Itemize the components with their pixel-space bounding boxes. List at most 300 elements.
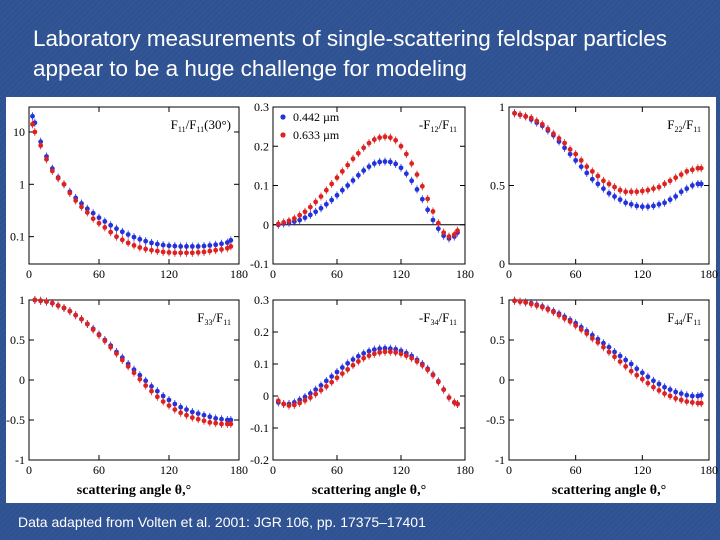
legend-marker (280, 132, 285, 137)
data-point (345, 367, 350, 372)
series-red (30, 120, 233, 257)
data-point (372, 137, 377, 142)
data-point (178, 244, 183, 249)
data-point (634, 204, 639, 209)
data-point (584, 164, 589, 169)
data-point (167, 250, 172, 255)
x-tick-label: 120 (392, 463, 410, 477)
data-point (202, 418, 207, 423)
data-point (634, 366, 639, 371)
x-tick-label: 60 (331, 267, 343, 281)
panel-title: $-F_{34}/F_{11}$ (418, 310, 457, 327)
data-point (120, 237, 125, 242)
x-tick-label: 180 (700, 463, 718, 477)
chart-top-left (10, 107, 248, 281)
data-point (523, 300, 528, 305)
data-point (420, 363, 425, 368)
series-blue (276, 158, 460, 243)
panel-title: $F_{44}/F_{11}$ (667, 310, 701, 327)
data-point (108, 223, 113, 228)
data-point (684, 399, 689, 404)
data-point (441, 387, 446, 392)
x-tick-label: 0 (506, 267, 512, 281)
data-point (651, 385, 656, 390)
figure-panel (6, 97, 716, 503)
data-point (351, 357, 356, 362)
data-point (308, 205, 313, 210)
data-point (431, 209, 436, 214)
x-tick-label: 0 (270, 463, 276, 477)
data-point (529, 116, 534, 121)
data-point (155, 249, 160, 254)
data-point (634, 373, 639, 378)
data-point (276, 398, 281, 403)
data-point (32, 298, 37, 303)
data-point (56, 176, 61, 181)
data-point (590, 177, 595, 182)
data-point (388, 349, 393, 354)
data-point (601, 345, 606, 350)
y-tick-label: 0.3 (254, 100, 269, 114)
panel-title: $F_{33}/F_{11}$ (197, 310, 231, 327)
data-point (155, 394, 160, 399)
data-point (324, 188, 329, 193)
data-point (679, 172, 684, 177)
data-point (303, 209, 308, 214)
data-point (324, 384, 329, 389)
data-point (399, 351, 404, 356)
x-axis-label: scattering angle θ,° (311, 483, 427, 498)
data-point (213, 421, 218, 426)
data-point (207, 249, 212, 254)
data-point (184, 250, 189, 255)
x-tick-label: 120 (160, 463, 178, 477)
y-tick-label: -0.2 (250, 453, 269, 467)
panel-title: $-F_{12}/F_{11}$ (418, 117, 457, 134)
legend-label: 0.633 µm (293, 128, 340, 142)
data-point (340, 169, 345, 174)
data-point (196, 244, 201, 249)
data-point (699, 393, 704, 398)
data-point (409, 356, 414, 361)
data-point (573, 152, 578, 157)
data-point (436, 380, 441, 385)
data-point (377, 350, 382, 355)
data-point (56, 303, 61, 308)
data-point (79, 317, 84, 322)
y-tick-label: 0.1 (254, 357, 269, 371)
data-point (568, 147, 573, 152)
data-point (340, 188, 345, 193)
data-point (431, 218, 436, 223)
data-point (618, 188, 623, 193)
data-point (640, 370, 645, 375)
data-point (308, 213, 313, 218)
data-point (287, 403, 292, 408)
data-point (618, 359, 623, 364)
legend-label: 0.442 µm (293, 110, 340, 124)
data-point (44, 299, 49, 304)
credit-text: Data adapted from Volten et al. 2001: JGR 106, pp. 17375–17401 (18, 514, 426, 530)
data-point (534, 119, 539, 124)
data-point (668, 387, 673, 392)
data-point (356, 359, 361, 364)
figure-svg (6, 97, 716, 503)
data-point (579, 158, 584, 163)
data-point (523, 114, 528, 119)
data-point (292, 216, 297, 221)
data-point (595, 174, 600, 179)
y-tick-label: 0.2 (254, 325, 269, 339)
data-point (38, 298, 43, 303)
data-point (30, 114, 35, 119)
data-point (512, 111, 517, 116)
data-point (634, 189, 639, 194)
data-point (292, 403, 297, 408)
data-point (30, 122, 35, 127)
data-point (132, 370, 137, 375)
data-point (388, 160, 393, 165)
data-point (361, 168, 366, 173)
x-tick-label: 60 (569, 463, 582, 477)
data-point (184, 413, 189, 418)
data-point (335, 375, 340, 380)
data-point (393, 350, 398, 355)
data-point (287, 218, 292, 223)
data-point (425, 196, 430, 201)
y-tick-label: -0.1 (250, 421, 269, 435)
data-point (601, 186, 606, 191)
data-point (202, 250, 207, 255)
data-point (690, 167, 695, 172)
data-point (640, 204, 645, 209)
data-point (690, 394, 695, 399)
data-point (126, 232, 131, 237)
y-tick-label: 0.5 (490, 333, 505, 347)
data-point (340, 365, 345, 370)
data-point (372, 161, 377, 166)
data-point (662, 391, 667, 396)
data-point (38, 143, 43, 148)
data-point (91, 327, 96, 332)
data-point (393, 138, 398, 143)
data-point (161, 399, 166, 404)
data-point (584, 171, 589, 176)
data-point (425, 367, 430, 372)
data-point (143, 383, 148, 388)
y-tick-label: 1 (19, 177, 25, 192)
y-tick-label: 0 (499, 373, 505, 387)
data-point (393, 162, 398, 167)
y-tick-label: 10 (13, 124, 25, 139)
data-point (404, 353, 409, 358)
data-point (73, 313, 78, 318)
data-point (383, 159, 388, 164)
data-point (425, 207, 430, 212)
y-tick-label: 0.2 (254, 139, 269, 154)
data-point (545, 307, 550, 312)
data-point (114, 226, 119, 231)
y-tick-label: 0.5 (490, 178, 505, 193)
data-point (399, 165, 404, 170)
y-tick-label: -0.5 (486, 413, 505, 427)
data-point (97, 221, 102, 226)
data-point (673, 390, 678, 395)
data-point (629, 202, 634, 207)
y-tick-label: -0.1 (250, 257, 269, 271)
series-blue (512, 297, 703, 400)
data-point (108, 345, 113, 350)
data-point (108, 230, 113, 235)
data-point (297, 213, 302, 218)
data-point (281, 402, 286, 407)
chart-bottom-right (486, 293, 718, 498)
x-tick-label: 120 (392, 267, 410, 281)
data-point (137, 377, 142, 382)
x-tick-label: 180 (230, 463, 248, 477)
data-point (281, 220, 286, 225)
y-tick-label: 0 (19, 373, 25, 387)
data-point (202, 244, 207, 249)
data-point (399, 144, 404, 149)
data-point (662, 200, 667, 205)
data-point (699, 166, 704, 171)
data-point (584, 331, 589, 336)
data-point (562, 316, 567, 321)
data-point (167, 243, 172, 248)
data-point (335, 370, 340, 375)
y-tick-label: 1 (19, 293, 25, 307)
x-axis-label: scattering angle θ,° (551, 483, 667, 498)
data-point (345, 163, 350, 168)
chart-bottom-left (6, 293, 248, 498)
data-point (629, 362, 634, 367)
data-point (190, 244, 195, 249)
data-point (404, 171, 409, 176)
x-tick-label: 180 (456, 267, 474, 281)
y-tick-label: 0.1 (10, 229, 25, 244)
data-point (673, 396, 678, 401)
data-point (50, 301, 55, 306)
data-point (137, 245, 142, 250)
data-point (67, 309, 72, 314)
y-tick-label: 0.1 (254, 178, 269, 193)
data-point (190, 415, 195, 420)
data-point (420, 184, 425, 189)
data-point (540, 122, 545, 127)
data-point (91, 216, 96, 221)
x-tick-label: 60 (569, 267, 582, 281)
data-point (657, 202, 662, 207)
data-point (651, 204, 656, 209)
data-point (455, 402, 460, 407)
data-point (313, 392, 318, 397)
data-point (518, 299, 523, 304)
data-point (607, 182, 612, 187)
data-point (190, 250, 195, 255)
data-point (409, 178, 414, 183)
data-point (455, 228, 460, 233)
slide-title: Laboratory measurements of single-scattering feldspar particles appear to be a huge challenge for modeling (33, 26, 668, 81)
y-tick-label: 0.5 (10, 333, 25, 347)
data-point (102, 338, 107, 343)
x-tick-label: 180 (230, 267, 248, 281)
data-point (228, 238, 233, 243)
data-point (657, 185, 662, 190)
x-tick-label: 0 (26, 463, 32, 477)
data-point (161, 250, 166, 255)
data-point (149, 240, 154, 245)
data-point (303, 215, 308, 220)
y-tick-label: -1 (15, 453, 25, 467)
data-point (178, 250, 183, 255)
series-red (512, 109, 703, 196)
data-point (367, 164, 372, 169)
data-point (684, 169, 689, 174)
data-point (79, 205, 84, 210)
y-tick-label: 0.3 (254, 293, 269, 307)
data-point (132, 235, 137, 240)
data-point (679, 189, 684, 194)
y-tick-label: 0 (263, 389, 269, 403)
x-tick-label: 120 (633, 267, 652, 281)
series-red (276, 348, 460, 410)
data-point (228, 244, 233, 249)
data-point (557, 136, 562, 141)
data-point (673, 175, 678, 180)
data-point (590, 336, 595, 341)
data-point (690, 400, 695, 405)
data-point (44, 157, 49, 162)
data-point (662, 385, 667, 390)
chart-bottom-middle (250, 293, 474, 498)
data-point (297, 401, 302, 406)
data-point (551, 310, 556, 315)
data-point (645, 188, 650, 193)
data-point (623, 364, 628, 369)
data-point (219, 422, 224, 427)
data-point (367, 353, 372, 358)
x-tick-label: 0 (506, 463, 512, 477)
data-point (436, 221, 441, 226)
data-point (178, 410, 183, 415)
data-point (62, 182, 67, 187)
data-point (645, 374, 650, 379)
data-point (420, 197, 425, 202)
data-point (383, 134, 388, 139)
data-point (404, 152, 409, 157)
data-point (207, 420, 212, 425)
x-tick-label: 60 (331, 463, 343, 477)
data-point (579, 327, 584, 332)
data-point (276, 222, 281, 227)
data-point (73, 198, 78, 203)
x-tick-label: 60 (93, 267, 105, 281)
data-point (629, 369, 634, 374)
data-point (415, 187, 420, 192)
data-point (172, 250, 177, 255)
y-tick-label: -1 (495, 453, 505, 467)
x-tick-label: 120 (633, 463, 652, 477)
data-point (612, 194, 617, 199)
y-tick-label: 1 (499, 100, 505, 114)
data-point (684, 393, 689, 398)
data-point (651, 186, 656, 191)
data-point (319, 206, 324, 211)
data-point (607, 191, 612, 196)
data-point (335, 193, 340, 198)
data-point (319, 388, 324, 393)
data-point (415, 172, 420, 177)
data-point (612, 354, 617, 359)
data-point (114, 351, 119, 356)
data-point (673, 194, 678, 199)
data-point (534, 303, 539, 308)
data-point (447, 395, 452, 400)
data-point (640, 377, 645, 382)
data-point (50, 169, 55, 174)
data-point (303, 398, 308, 403)
data-point (512, 298, 517, 303)
data-point (388, 135, 393, 140)
data-point (699, 401, 704, 406)
data-point (324, 202, 329, 207)
data-point (329, 198, 334, 203)
data-point (329, 374, 334, 379)
data-point (579, 164, 584, 169)
x-tick-label: 60 (93, 463, 105, 477)
data-point (361, 145, 366, 150)
data-point (329, 182, 334, 187)
x-tick-label: 120 (160, 267, 178, 281)
data-point (184, 244, 189, 249)
data-point (149, 389, 154, 394)
data-point (595, 182, 600, 187)
data-point (329, 380, 334, 385)
data-point (196, 250, 201, 255)
data-point (540, 305, 545, 310)
data-point (361, 356, 366, 361)
data-point (668, 197, 673, 202)
data-point (120, 229, 125, 234)
data-point (137, 237, 142, 242)
data-point (62, 306, 67, 311)
legend-marker (280, 114, 285, 119)
data-point (623, 358, 628, 363)
data-point (313, 200, 318, 205)
data-point (335, 175, 340, 180)
data-point (662, 182, 667, 187)
data-point (213, 248, 218, 253)
data-point (623, 200, 628, 205)
data-point (679, 398, 684, 403)
data-point (551, 131, 556, 136)
data-point (557, 313, 562, 318)
data-point (568, 319, 573, 324)
data-point (356, 173, 361, 178)
data-point (668, 394, 673, 399)
data-point (114, 234, 119, 239)
data-point (85, 322, 90, 327)
data-point (351, 156, 356, 161)
data-point (126, 240, 131, 245)
data-point (657, 382, 662, 387)
data-point (645, 204, 650, 209)
data-point (590, 169, 595, 174)
y-tick-label: 0 (499, 257, 505, 271)
data-point (377, 160, 382, 165)
data-point (595, 340, 600, 345)
